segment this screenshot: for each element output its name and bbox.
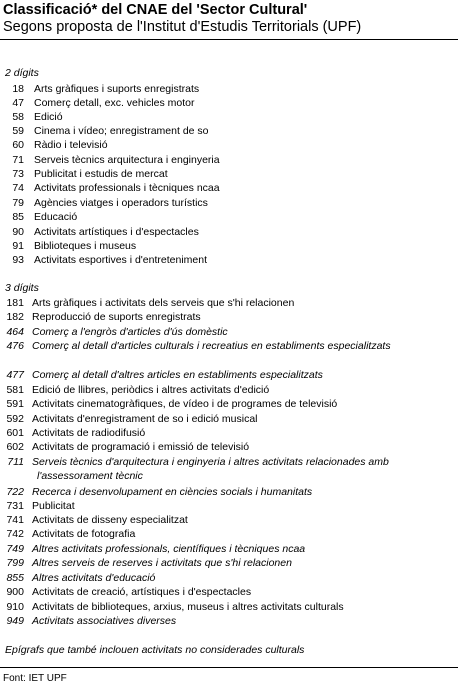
row-code: 476: [6, 340, 24, 352]
row-code: 93: [12, 254, 24, 266]
row-label: Comerç al detall d'articles culturals i recreatius en establiments especialitzats: [32, 340, 391, 352]
row-label: Activitats cinematogràfiques, de vídeo i de programes de televisió: [32, 398, 338, 410]
row-code: 71: [12, 154, 24, 166]
row-code: 91: [12, 240, 24, 252]
row-label: Recerca i desenvolupament en ciències socials i humanitats: [32, 486, 313, 498]
row-code: 74: [12, 182, 24, 194]
row-label: Activitats de biblioteques, arxius, museus i altres activitats culturals: [32, 601, 344, 613]
row-label: Activitats de radiodifusió: [32, 427, 146, 439]
row-label: Comerç a l'engròs d'articles d'ús domèstic: [32, 326, 228, 338]
page-title: Classificació* del CNAE del 'Sector Cultural': [3, 2, 308, 18]
footer-rule: [0, 667, 458, 668]
row-code: 47: [12, 97, 24, 109]
row-code: 900: [6, 586, 24, 598]
row-label: Activitats artístiques i d'espectacles: [34, 226, 199, 238]
row-code: 799: [6, 557, 24, 569]
row-label: Activitats d'enregistrament de so i edició musical: [32, 413, 258, 425]
row-code: 722: [6, 486, 24, 498]
row-code: 601: [6, 427, 24, 439]
row-label: Activitats de disseny especialitzat: [32, 514, 188, 526]
row-label: Altres activitats professionals, científiques i tècniques ncaa: [32, 543, 306, 555]
row-label: Activitats associatives diverses: [32, 615, 177, 627]
header-rule: [0, 39, 458, 40]
row-label: Serveis tècnics d'arquitectura i enginyeria i altres activitats relacionades amb: [32, 456, 389, 468]
row-label: Educació: [34, 211, 78, 223]
row-code: 731: [6, 500, 24, 512]
row-label: Activitats de programació i emissió de televisió: [32, 441, 250, 453]
row-code: 182: [6, 311, 24, 323]
row-code: 58: [12, 111, 24, 123]
section-3-heading: 3 dígits: [5, 282, 39, 294]
row-code: 602: [6, 441, 24, 453]
row-code: 73: [12, 168, 24, 180]
row-code: 90: [12, 226, 24, 238]
row-label: Cinema i vídeo; enregistrament de so: [34, 125, 209, 137]
row-label: Edició: [34, 111, 63, 123]
row-code: 181: [6, 297, 24, 309]
row-code: 910: [6, 601, 24, 613]
row-code: 949: [6, 615, 24, 627]
row-code: 591: [6, 398, 24, 410]
row-code: 477: [6, 369, 24, 381]
row-label: Agències viatges i operadors turístics: [34, 197, 208, 209]
row-label: Activitats professionals i tècniques ncaa: [34, 182, 220, 194]
row-label: Altres activitats d'educació: [32, 572, 156, 584]
row-code: 59: [12, 125, 24, 137]
row-label: Edició de llibres, periòdics i altres activitats d'edició: [32, 384, 270, 396]
row-label: Activitats esportives i d'entreteniment: [34, 254, 207, 266]
section-2-heading: 2 dígits: [5, 67, 39, 79]
row-label: Publicitat: [32, 500, 75, 512]
row-label: Arts gràfiques i suports enregistrats: [34, 83, 200, 95]
row-code: 581: [6, 384, 24, 396]
row-label: Arts gràfiques i activitats dels serveis que s'hi relacionen: [32, 297, 295, 309]
row-label-continuation: l'assessorament tècnic: [37, 470, 143, 482]
row-label: Comerç detall, exc. vehicles motor: [34, 97, 195, 109]
row-code: 18: [12, 83, 24, 95]
row-label: Publicitat i estudis de mercat: [34, 168, 168, 180]
row-code: 592: [6, 413, 24, 425]
row-label: Serveis tècnics arquitectura i enginyeria: [34, 154, 220, 166]
row-label: Altres serveis de reserves i activitats que s'hi relacionen: [32, 557, 292, 569]
row-code: 79: [12, 197, 24, 209]
row-code: 749: [6, 543, 24, 555]
row-label: Ràdio i televisió: [34, 139, 108, 151]
row-code: 85: [12, 211, 24, 223]
row-code: 464: [6, 326, 24, 338]
row-code: 742: [6, 528, 24, 540]
row-label: Comerç al detall d'altres articles en establiments especialitzats: [32, 369, 323, 381]
row-label: Reproducció de suports enregistrats: [32, 311, 201, 323]
footnote: Epígrafs que també inclouen activitats no considerades culturals: [5, 644, 305, 656]
row-code: 711: [7, 456, 24, 468]
row-label: Biblioteques i museus: [34, 240, 137, 252]
row-label: Activitats de creació, artístiques i d'espectacles: [32, 586, 252, 598]
source-note: Font: IET UPF: [3, 673, 67, 684]
row-code: 741: [6, 514, 24, 526]
row-label: Activitats de fotografia: [32, 528, 136, 540]
row-code: 855: [6, 572, 24, 584]
page-subtitle: Segons proposta de l'Institut d'Estudis Territorials (UPF): [3, 19, 362, 35]
row-code: 60: [12, 139, 24, 151]
